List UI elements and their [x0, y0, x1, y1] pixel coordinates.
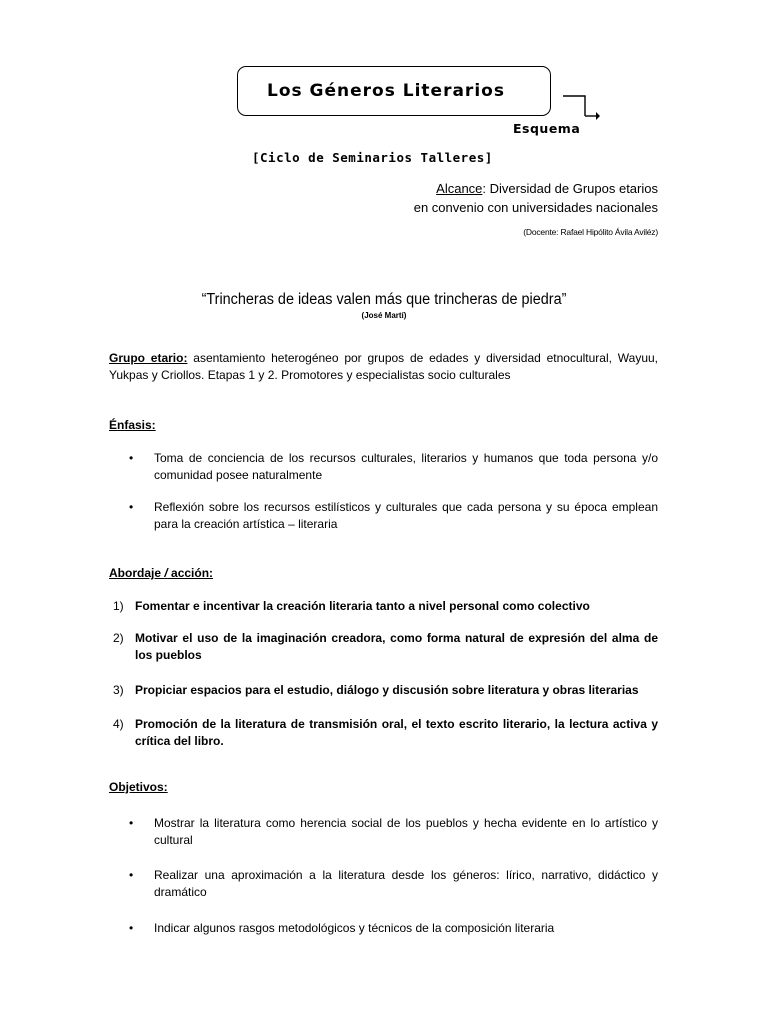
- bullet-icon: •: [129, 921, 134, 935]
- list-item: [129, 920, 658, 937]
- numbered-item: [113, 682, 658, 699]
- objetivo-item: Realizar una aproximación a la literatura desde los géneros: lírico, narrativo, didáctico y dramático: [154, 868, 658, 899]
- list-item: [129, 499, 658, 533]
- objetivos-heading: Objetivos:: [109, 780, 168, 794]
- scope-block: [414, 179, 658, 217]
- grupo-etario-text: asentamiento heterogéneo por grupos de edades y diversidad etnocultural, Wayuu, Yukpas y Criollos. Etapas 1 y 2. Promotores y especialistas socio culturales: [109, 351, 658, 382]
- item-text: Fomentar e incentivar la creación literaria tanto a nivel personal como colectivo: [135, 599, 590, 613]
- list-item: [129, 450, 658, 484]
- abordaje-heading: [109, 566, 213, 580]
- list-item: [129, 867, 658, 901]
- list-item: [129, 815, 658, 849]
- objetivo-item: Mostrar la literatura como herencia social de los pueblos y hecha evidente en lo artístico y cultural: [154, 816, 658, 847]
- item-number: 3): [113, 683, 124, 697]
- epigraph-author: (José Martí): [361, 311, 407, 320]
- item-number: 4): [113, 717, 124, 731]
- item-number: 1): [113, 599, 124, 613]
- numbered-item: [113, 598, 658, 615]
- enfasis-item: Toma de conciencia de los recursos culturales, literarios y humanos que toda persona y/o comunidad posee naturalmente: [154, 451, 658, 482]
- item-number: 2): [113, 631, 124, 645]
- abordaje-heading-slash: /: [164, 566, 168, 580]
- bent-arrow-icon: [560, 92, 600, 122]
- numbered-item: [113, 716, 658, 750]
- bullet-icon: •: [129, 500, 134, 514]
- docente-credit: (Docente: Rafael Hipólito Ávila Aviléz): [523, 227, 658, 237]
- title-box: [237, 66, 551, 116]
- enfasis-item: Reflexión sobre los recursos estilísticos y culturales que cada persona y su época emplean para la creación artística – literaria: [154, 500, 658, 531]
- objetivo-item: Indicar algunos rasgos metodológicos y técnicos de la composición literaria: [154, 921, 555, 935]
- abordaje-heading-b: acción:: [167, 566, 214, 580]
- bullet-icon: •: [129, 868, 134, 882]
- scope-text: : Diversidad de Grupos etarios: [482, 181, 658, 196]
- document-subtitle: Esquema: [513, 121, 581, 136]
- document-title: Los Géneros Literarios: [267, 81, 505, 101]
- bullet-icon: •: [129, 451, 134, 465]
- scope-line-2: en convenio con universidades nacionales: [413, 200, 658, 215]
- numbered-item: [113, 630, 658, 664]
- item-text: Motivar el uso de la imaginación creadora, como forma natural de expresión del alma de los pueblos: [135, 631, 658, 662]
- enfasis-heading: Énfasis:: [109, 418, 156, 432]
- cycle-label: [Ciclo de Seminarios Talleres]: [252, 150, 493, 165]
- item-text: Promoción de la literatura de transmisión oral, el texto escrito literario, la lectura activa y crítica del libro.: [135, 717, 658, 748]
- grupo-etario-label: Grupo etario:: [109, 351, 188, 365]
- bullet-icon: •: [129, 816, 134, 830]
- abordaje-heading-a: Abordaje: [109, 566, 165, 580]
- scope-label: Alcance: [436, 181, 483, 196]
- grupo-etario-paragraph: [109, 350, 658, 384]
- epigraph-quote: “Trincheras de ideas valen más que trincheras de piedra”: [201, 291, 567, 308]
- item-text: Propiciar espacios para el estudio, diálogo y discusión sobre literatura y obras literarias: [135, 683, 639, 697]
